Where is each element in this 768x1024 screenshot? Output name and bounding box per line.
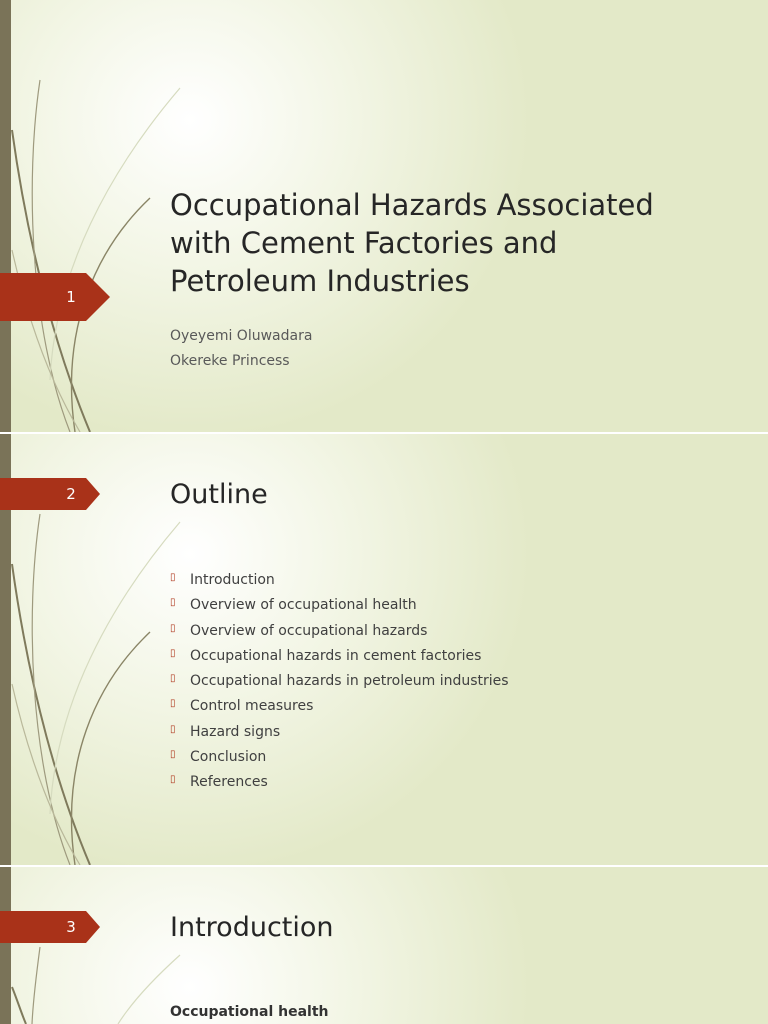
slide-number-tab bbox=[0, 478, 110, 510]
list-item: ▯ Overview of occupational health bbox=[170, 597, 417, 614]
author-name: Okereke Princess bbox=[170, 353, 290, 369]
decorative-curves bbox=[0, 867, 200, 1024]
slide-subheading: Occupational health bbox=[170, 1004, 329, 1020]
left-bar bbox=[0, 0, 11, 432]
slide-3[interactable] bbox=[0, 867, 768, 1024]
list-item: ▯ Occupational hazards in petroleum industries bbox=[170, 673, 509, 690]
slide-number: 1 bbox=[66, 288, 76, 306]
bullet-icon: ▯ bbox=[170, 774, 176, 786]
title-line: with Cement Factories and bbox=[170, 226, 558, 260]
list-item: ▯ References bbox=[170, 774, 268, 791]
slide-title: Outline bbox=[170, 479, 268, 510]
bullet-icon: ▯ bbox=[170, 647, 176, 659]
bullet-icon: ▯ bbox=[170, 673, 176, 685]
slide-title: Introduction bbox=[170, 912, 334, 943]
title-line: Petroleum Industries bbox=[170, 264, 470, 298]
slide-1[interactable] bbox=[0, 0, 768, 432]
author-name: Oyeyemi Oluwadara bbox=[170, 328, 313, 344]
outline-list bbox=[170, 571, 509, 799]
bullet-icon: ▯ bbox=[170, 698, 176, 710]
title-line: Occupational Hazards Associated bbox=[170, 188, 654, 222]
list-item: ▯ Hazard signs bbox=[170, 723, 281, 740]
bullet-icon: ▯ bbox=[170, 749, 176, 761]
left-bar bbox=[0, 867, 11, 1024]
list-item: ▯ Overview of occupational hazards bbox=[170, 622, 428, 639]
list-item: ▯ Conclusion bbox=[170, 749, 267, 766]
bullet-icon: ▯ bbox=[170, 597, 176, 609]
bullet-icon: ▯ bbox=[170, 622, 176, 634]
list-item: ▯ Occupational hazards in cement factories bbox=[170, 647, 482, 664]
slide-number-tab bbox=[0, 273, 110, 321]
bullet-icon: ▯ bbox=[170, 572, 176, 583]
slide-title bbox=[170, 186, 654, 300]
slide-number: 2 bbox=[66, 485, 76, 503]
bullet-icon: ▯ bbox=[170, 723, 176, 735]
slide-number: 3 bbox=[66, 918, 76, 936]
list-item: ▯ Introduction bbox=[170, 572, 275, 588]
slide-number-tab bbox=[0, 911, 110, 943]
list-item: ▯ Control measures bbox=[170, 698, 314, 715]
slide-2[interactable] bbox=[0, 434, 768, 865]
